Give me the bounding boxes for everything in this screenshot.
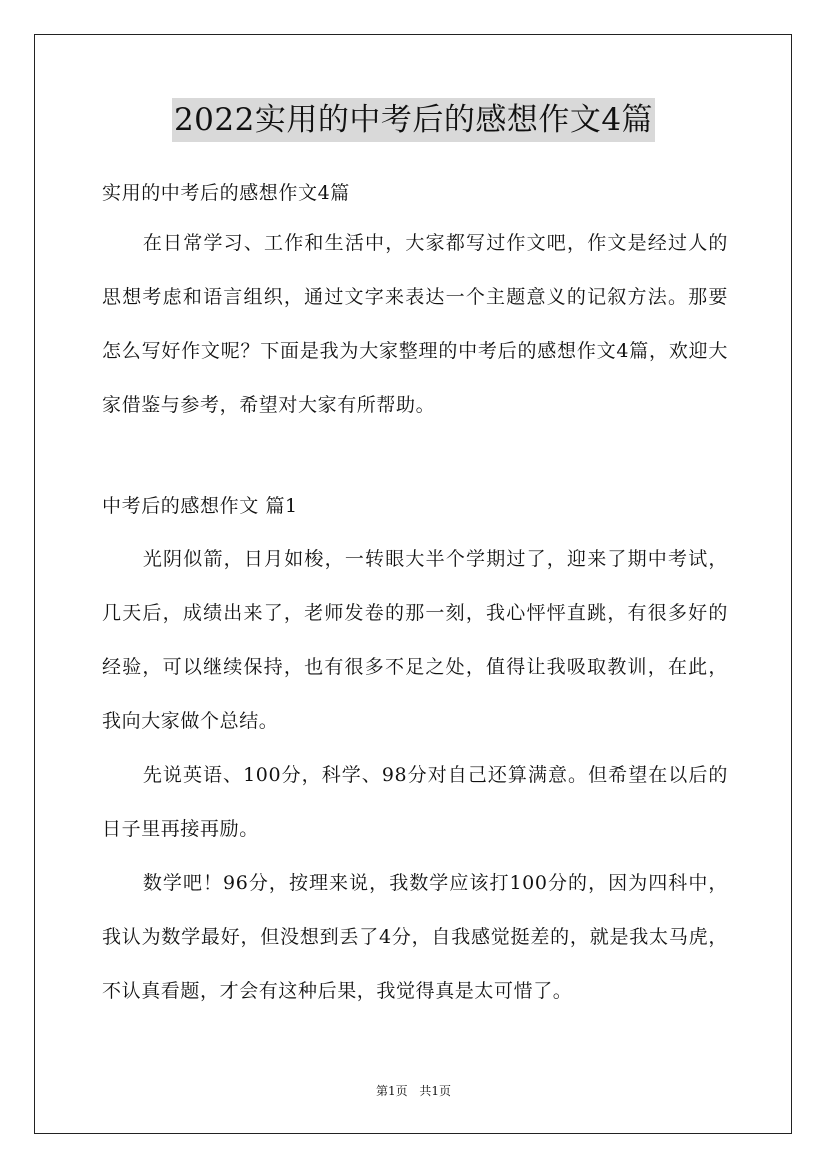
body-paragraph-2: 先说英语、100分，科学、98分对自己还算满意。但希望在以后的日子里再接再励。 <box>102 764 728 840</box>
intro-paragraph: 在日常学习、工作和生活中，大家都写过作文吧，作文是经过人的思想考虑和语言组织，通过文字来表达一个主题意义的记叙方法。那要怎么写好作文呢？下面是我为大家整理的中考后的感想作文4篇，欢迎大家借鉴与参考，希望对大家有所帮助。 <box>102 232 728 416</box>
document-subtitle: 实用的中考后的感想作文4篇 <box>102 182 350 204</box>
page-footer <box>0 1082 827 1099</box>
page-total: 共1页 <box>419 1084 452 1098</box>
section-spacer <box>102 432 728 480</box>
document-body <box>102 170 728 1018</box>
body-paragraph-3: 数学吧！96分，按理来说，我数学应该打100分的，因为四科中，我认为数学最好，但没想到丢了4分，自我感觉挺差的，就是我太马虎，不认真看题，才会有这种后果，我觉得真是太可惜了。 <box>102 872 728 1002</box>
section-heading: 中考后的感想作文 篇1 <box>102 495 298 517</box>
page-number: 第1页 <box>375 1084 408 1098</box>
title-container <box>0 98 827 142</box>
body-paragraph-1: 光阴似箭，日月如梭，一转眼大半个学期过了，迎来了期中考试，几天后，成绩出来了，老师发卷的那一刻，我心怦怦直跳，有很多好的经验，可以继续保持，也有很多不足之处，值得让我吸取教训，在此，我向大家做个总结。 <box>102 548 728 732</box>
document-title: 2022实用的中考后的感想作文4篇 <box>172 98 655 142</box>
